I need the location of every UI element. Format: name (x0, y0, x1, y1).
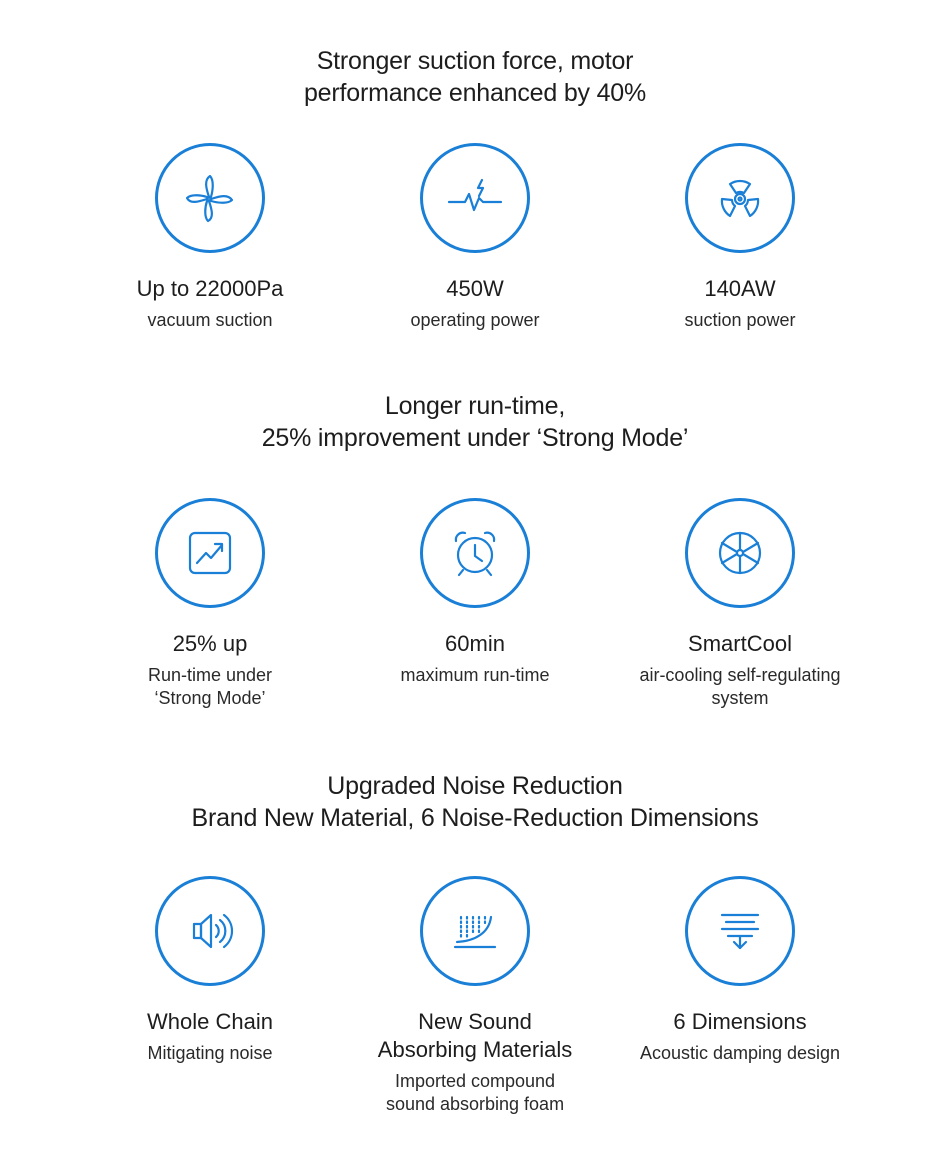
feature-suction-power (610, 143, 870, 332)
feature-title: New Sound Absorbing Materials (377, 1009, 573, 1062)
foam-material-icon (443, 899, 507, 963)
feature-title: 60min (445, 631, 505, 656)
feature-description: vacuum suction (147, 310, 273, 330)
feature-absorbing-materials (345, 876, 605, 1116)
feature-description: suction power (684, 310, 796, 330)
power-pulse-icon (443, 166, 507, 230)
heading-line: performance enhanced by 40% (303, 79, 647, 107)
feature-runtime-up (80, 498, 340, 710)
feature-suction (80, 143, 340, 332)
section-3-heading (0, 770, 950, 834)
section-2-heading (0, 390, 950, 454)
heading-line: Stronger suction force, motor (316, 47, 634, 75)
feature-max-runtime (345, 498, 605, 687)
heading-line: Longer run-time, (384, 392, 566, 420)
damping-layers-icon (708, 899, 772, 963)
feature-title: Whole Chain (147, 1009, 273, 1034)
alarm-clock-icon (443, 521, 507, 585)
icon-circle (155, 876, 265, 986)
icon-circle (155, 143, 265, 253)
feature-description: Mitigating noise (147, 1043, 273, 1063)
heading-line: Upgraded Noise Reduction (327, 772, 623, 800)
section-1-heading (0, 45, 950, 109)
feature-description: operating power (410, 310, 540, 330)
icon-circle (420, 143, 530, 253)
icon-circle (155, 498, 265, 608)
feature-description: maximum run-time (400, 665, 550, 685)
feature-power (345, 143, 605, 332)
heading-line: 25% improvement under ‘Strong Mode’ (261, 424, 689, 452)
heading-line: Brand New Material, 6 Noise-Reduction Dimensions (191, 804, 759, 832)
turbine-icon (708, 166, 772, 230)
trend-up-icon (178, 521, 242, 585)
icon-circle (685, 876, 795, 986)
feature-whole-chain (80, 876, 340, 1065)
feature-title: 450W (446, 276, 504, 301)
icon-circle (685, 143, 795, 253)
feature-title: 140AW (704, 276, 776, 301)
fan-icon (178, 166, 242, 230)
feature-description: air-cooling self-regulating system (639, 665, 841, 708)
feature-6-dimensions (610, 876, 870, 1065)
feature-smartcool (610, 498, 870, 710)
feature-description: Imported compound sound absorbing foam (385, 1071, 565, 1114)
feature-description: Acoustic damping design (639, 1043, 841, 1063)
feature-description: Run-time under ‘Strong Mode’ (147, 665, 273, 708)
icon-circle (685, 498, 795, 608)
feature-title: 6 Dimensions (673, 1009, 807, 1034)
feature-title: 25% up (172, 631, 248, 656)
feature-title: SmartCool (688, 631, 792, 656)
cooling-wheel-icon (708, 521, 772, 585)
speaker-icon (178, 899, 242, 963)
feature-title: Up to 22000Pa (136, 276, 284, 301)
icon-circle (420, 498, 530, 608)
icon-circle (420, 876, 530, 986)
